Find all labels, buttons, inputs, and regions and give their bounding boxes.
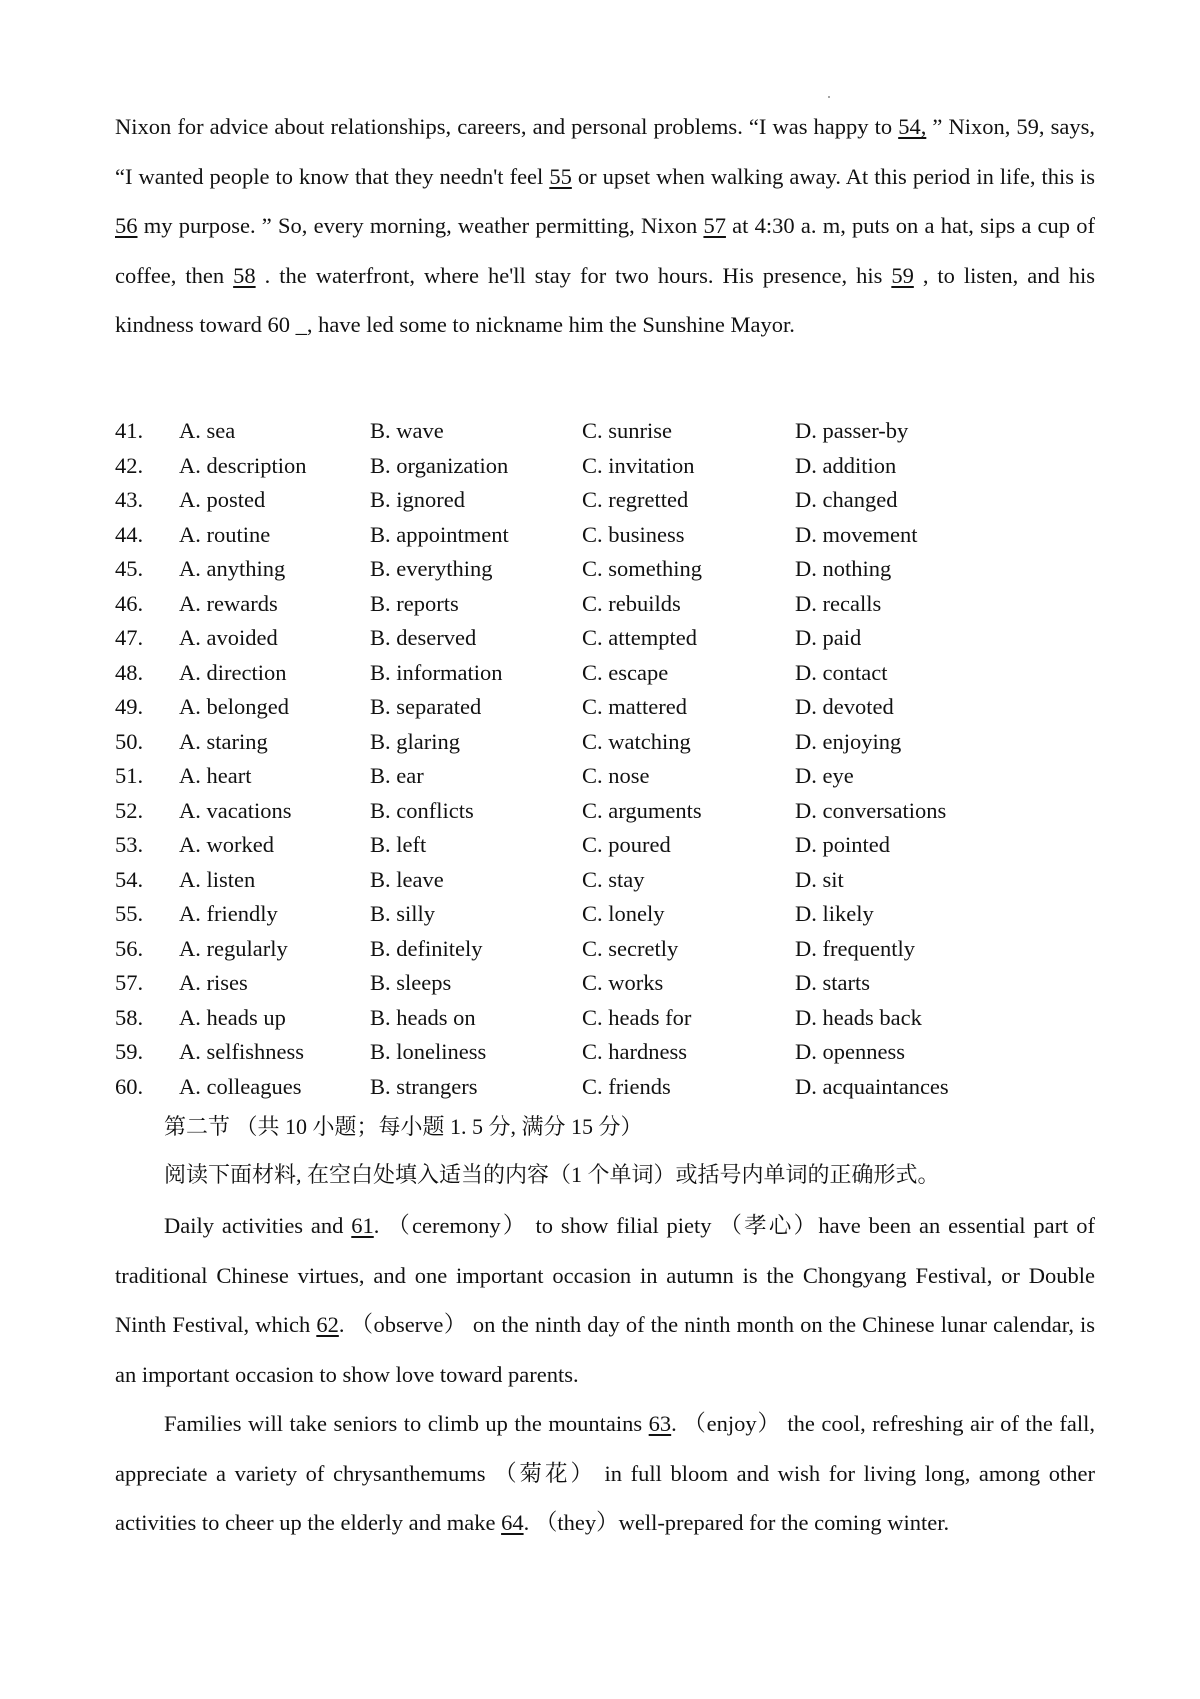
- passage-text: at 4:30 a. m, puts on a hat, sips a cup of coffee, then: [115, 213, 1095, 288]
- option-d: D. devoted: [795, 694, 894, 719]
- option-a: A. direction: [179, 659, 287, 685]
- option-b: B. conflicts: [370, 797, 474, 823]
- option-d: D. openness: [795, 1039, 905, 1064]
- option-d: D. pointed: [795, 832, 890, 857]
- option-d: D. likely: [795, 901, 874, 926]
- passage-paragraph-3: [115, 1399, 1095, 1548]
- passage-text: Daily activities and: [164, 1213, 352, 1238]
- scan-speck: [828, 96, 830, 98]
- option-b: B. organization: [370, 452, 509, 478]
- option-c: C. watching: [582, 728, 691, 754]
- option-row: [115, 966, 1095, 1001]
- option-a: A. listen: [179, 866, 256, 892]
- blank-64: 64: [501, 1510, 524, 1535]
- question-number: 54.: [115, 866, 144, 892]
- option-b: B. glaring: [370, 728, 460, 754]
- option-c: C. invitation: [582, 452, 695, 478]
- section-instruction: 阅读下面材料, 在空白处填入适当的内容（1 个单词）或括号内单词的正确形式。: [164, 1162, 940, 1187]
- option-row: [115, 587, 1095, 622]
- option-d: D. enjoying: [795, 728, 902, 754]
- question-number: 53.: [115, 832, 144, 857]
- question-number: 57.: [115, 970, 144, 995]
- option-row: [115, 449, 1095, 484]
- option-c: C. lonely: [582, 901, 665, 926]
- option-c: C. friends: [582, 1073, 671, 1099]
- option-a: A. sea: [179, 418, 236, 443]
- option-a: A. heads up: [179, 1004, 286, 1030]
- question-number: 46.: [115, 590, 144, 616]
- option-a: A. routine: [179, 521, 271, 547]
- blank-56: 56: [115, 213, 138, 238]
- option-b: B. ear: [370, 763, 424, 788]
- passage-text: . （they）well-prepared for the coming winter.: [523, 1510, 950, 1535]
- option-a: A. regularly: [179, 935, 288, 961]
- option-a: A. description: [179, 452, 307, 478]
- blank-62: 62: [316, 1312, 339, 1337]
- options-list: [115, 414, 1095, 1104]
- question-number: 55.: [115, 901, 144, 926]
- question-number: 51.: [115, 763, 144, 788]
- option-c: C. heads for: [582, 1004, 692, 1030]
- option-c: C. mattered: [582, 694, 687, 719]
- blank-54: 54,: [898, 114, 927, 139]
- question-number: 47.: [115, 625, 144, 650]
- option-d: D. paid: [795, 625, 862, 650]
- option-a: A. vacations: [179, 797, 292, 823]
- option-a: A. anything: [179, 556, 286, 581]
- option-row: [115, 932, 1095, 967]
- question-number: 48.: [115, 659, 144, 685]
- option-c: C. escape: [582, 659, 669, 685]
- option-d: D. conversations: [795, 797, 947, 823]
- option-b: B. strangers: [370, 1073, 478, 1099]
- option-row: [115, 897, 1095, 932]
- option-b: B. reports: [370, 590, 459, 616]
- option-b: B. sleeps: [370, 970, 452, 995]
- option-a: A. rewards: [179, 590, 278, 616]
- section-heading: 第二节 （共 10 小题；每小题 1. 5 分, 满分 15 分）: [164, 1114, 643, 1139]
- option-c: C. attempted: [582, 625, 697, 650]
- option-b: B. separated: [370, 694, 482, 719]
- option-a: A. belonged: [179, 694, 289, 719]
- option-row: [115, 725, 1095, 760]
- option-c: C. poured: [582, 832, 671, 857]
- question-number: 56.: [115, 935, 144, 961]
- option-c: C. sunrise: [582, 418, 672, 443]
- option-b: B. everything: [370, 556, 493, 581]
- option-b: B. wave: [370, 418, 444, 443]
- question-number: 50.: [115, 728, 144, 754]
- option-row: [115, 518, 1095, 553]
- blank-58: 58: [233, 262, 256, 288]
- passage-text: , to listen, and his kindness toward 60 _, have led some to nickname him the Sunshine Mayor.: [115, 262, 1095, 337]
- option-c: C. arguments: [582, 797, 702, 823]
- option-c: C. hardness: [582, 1039, 687, 1064]
- option-row: [115, 794, 1095, 829]
- option-b: B. silly: [370, 901, 436, 926]
- question-number: 42.: [115, 452, 144, 478]
- passage-text: ” Nixon, 59, says, “I wanted people to know that they needn't feel: [115, 114, 1095, 189]
- passage-text: . （observe） on the ninth day of the ninth month on the Chinese lunar calendar, is an important occasion to show love toward parents.: [115, 1312, 1096, 1387]
- passage-text: my purpose. ” So, every morning, weather permitting, Nixon: [137, 213, 704, 238]
- blank-63: 63: [648, 1411, 672, 1436]
- question-number: 43.: [115, 487, 144, 512]
- question-number: 41.: [115, 418, 144, 443]
- option-c: C. regretted: [582, 487, 689, 512]
- option-row: [115, 863, 1095, 898]
- option-b: B. ignored: [370, 487, 465, 512]
- option-row: [115, 621, 1095, 656]
- passage-text: . （enjoy） the cool, refreshing air of the fall, appreciate a variety of chrysanthemums （菊花） in full bloom and wish for living long, among other activities to cheer up the elderly and make: [115, 1411, 1095, 1535]
- option-a: A. friendly: [179, 901, 278, 926]
- passage-text: Nixon for advice about relationships, careers, and personal problems. “I was happy to: [115, 114, 899, 139]
- option-b: B. appointment: [370, 521, 509, 547]
- option-d: D. contact: [795, 659, 888, 685]
- question-number: 44.: [115, 521, 144, 547]
- passage-text: . the waterfront, where he'll stay for two hours. His presence, his: [255, 262, 892, 288]
- option-a: A. worked: [179, 832, 274, 857]
- option-b: B. loneliness: [370, 1039, 487, 1064]
- option-a: A. rises: [179, 970, 248, 995]
- question-number: 45.: [115, 556, 144, 581]
- option-d: D. nothing: [795, 556, 892, 581]
- question-number: 60.: [115, 1073, 144, 1099]
- question-number: 59.: [115, 1039, 144, 1064]
- blank-59: 59: [891, 262, 914, 288]
- passage-text: or upset when walking away. At this period in life, this is: [571, 163, 1095, 189]
- option-c: C. something: [582, 556, 703, 581]
- question-number: 58.: [115, 1004, 144, 1030]
- option-b: B. information: [370, 659, 503, 685]
- option-b: B. deserved: [370, 625, 477, 650]
- option-c: C. stay: [582, 866, 645, 892]
- option-b: B. definitely: [370, 935, 483, 961]
- option-row: [115, 483, 1095, 518]
- passage-paragraph-1: [115, 102, 1095, 350]
- option-a: A. colleagues: [179, 1073, 302, 1099]
- option-d: D. addition: [795, 452, 897, 478]
- option-row: [115, 1070, 1095, 1105]
- option-d: D. passer-by: [795, 418, 909, 443]
- option-c: C. business: [582, 521, 685, 547]
- passage-text: . （ceremony） to show filial piety （孝心）have been an essential part of traditional Chinese virtues, and one important occasion in autumn is the Chongyang Festival, or Double Ninth Festival, which: [115, 1213, 1095, 1337]
- option-d: D. eye: [795, 763, 854, 788]
- question-number: 49.: [115, 694, 144, 719]
- option-d: D. starts: [795, 970, 870, 995]
- option-b: B. left: [370, 832, 427, 857]
- option-row: [115, 1001, 1095, 1036]
- option-c: C. rebuilds: [582, 590, 681, 616]
- option-row: [115, 552, 1095, 587]
- option-c: C. nose: [582, 763, 650, 788]
- option-row: [115, 828, 1095, 863]
- option-a: A. staring: [179, 728, 268, 754]
- blank-55: 55: [549, 163, 572, 189]
- option-c: C. works: [582, 970, 664, 995]
- option-d: D. recalls: [795, 590, 882, 616]
- option-row: [115, 1035, 1095, 1070]
- option-b: B. heads on: [370, 1004, 476, 1030]
- option-a: A. heart: [179, 763, 252, 788]
- option-a: A. posted: [179, 487, 266, 512]
- option-d: D. sit: [795, 866, 844, 892]
- option-row: [115, 656, 1095, 691]
- option-a: A. selfishness: [179, 1039, 304, 1064]
- option-row: [115, 759, 1095, 794]
- passage-text: Families will take seniors to climb up the mountains: [164, 1411, 649, 1436]
- option-row: [115, 690, 1095, 725]
- passage-paragraph-2: [115, 1201, 1095, 1399]
- blank-61: 61: [351, 1213, 374, 1238]
- option-d: D. frequently: [795, 935, 915, 961]
- option-d: D. changed: [795, 487, 898, 512]
- option-d: D. heads back: [795, 1004, 922, 1030]
- question-number: 52.: [115, 797, 144, 823]
- option-b: B. leave: [370, 866, 444, 892]
- option-d: D. acquaintances: [795, 1073, 949, 1099]
- option-a: A. avoided: [179, 625, 278, 650]
- option-d: D. movement: [795, 521, 918, 547]
- option-c: C. secretly: [582, 935, 679, 961]
- option-row: [115, 414, 1095, 449]
- blank-57: 57: [703, 213, 726, 238]
